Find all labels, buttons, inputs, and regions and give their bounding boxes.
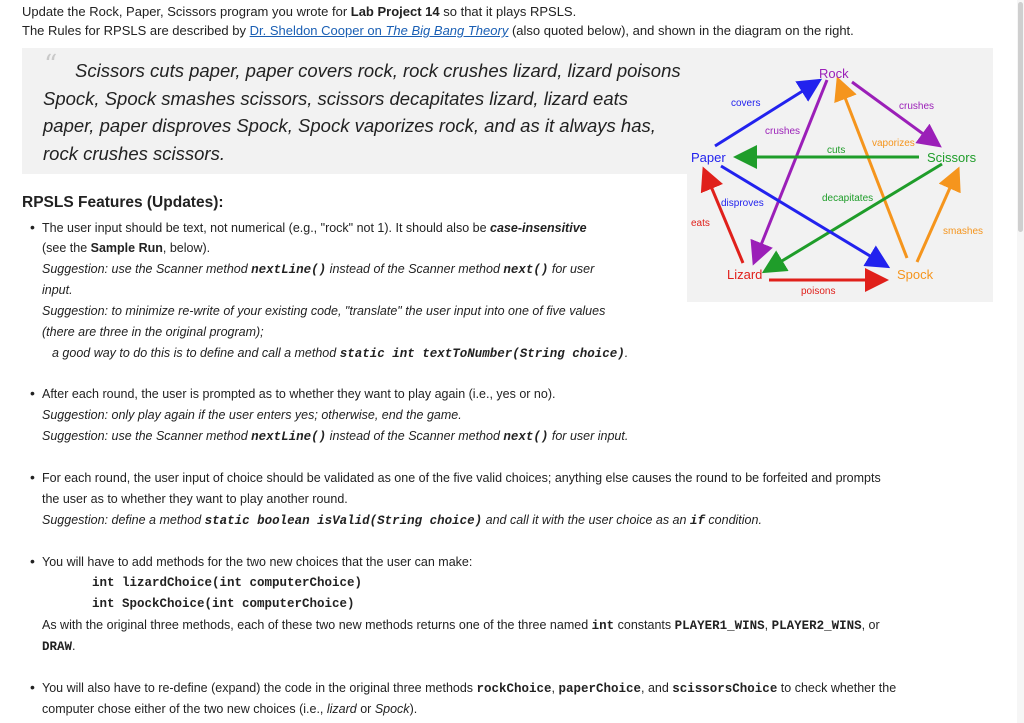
bullet-4-dot: •: [30, 553, 35, 569]
label-crushes-top: crushes: [899, 101, 935, 112]
scrollbar-thumb[interactable]: [1018, 2, 1023, 232]
edge-spock-smashes-scissors: [917, 172, 957, 262]
bullet-4-code-2: int SpockChoice(int computerChoice): [92, 597, 355, 611]
label-covers: covers: [731, 98, 761, 109]
node-lizard: Lizard: [727, 267, 763, 282]
label-poisons: poisons: [801, 286, 836, 297]
label-crushes-mid: crushes: [765, 126, 801, 137]
bullet-3-line-3: Suggestion: define a method static boolean isValid(String choice) and call it with the user choice as an if condition.: [42, 513, 762, 528]
edge-rock-crushes-scissors: [852, 82, 937, 144]
bullet-1-line-4: input.: [42, 283, 73, 297]
bullet-5-dot: •: [30, 679, 35, 695]
bullet-1-line-1: The user input should be text, not numerical (e.g., "rock" not 1). It should also be case-insensitive: [42, 221, 587, 235]
edge-rock-crushes-lizard: [755, 80, 827, 260]
label-eats: eats: [691, 218, 710, 229]
bullet-5-line-2: computer chose either of the two new choices (i.e., lizard or Spock).: [42, 702, 418, 716]
node-rock: Rock: [819, 66, 849, 81]
label-vaporizes: vaporizes: [872, 138, 915, 149]
bullet-1-line-7: a good way to do this is to define and call a method static int textToNumber(String choice).: [52, 346, 629, 361]
bullet-2-line-1: After each round, the user is prompted as to whether they want to play again (i.e., yes or no).: [42, 387, 556, 401]
bullet-3-line-1: For each round, the user input of choice should be validated as one of the five valid choices; anything else causes the round to be forfeited and prompts: [42, 471, 881, 485]
bullet-4-line-4: As with the original three methods, each of these two new methods returns one of the three named int constants PLAYER1_WINS, PLAYER2_WINS, or: [42, 618, 880, 633]
node-scissors: Scissors: [927, 150, 977, 165]
rules-blockquote: [22, 48, 687, 174]
bullet-4-line-5: DRAW.: [42, 639, 76, 654]
edge-scissors-decapitates-lizard: [767, 164, 942, 270]
bullet-1-line-3: Suggestion: use the Scanner method nextLine() instead of the Scanner method next() for user: [42, 262, 595, 277]
bullet-1-line-2: (see the Sample Run, below).: [42, 241, 211, 255]
rpsls-diagram-svg: [687, 48, 993, 302]
node-paper: Paper: [691, 150, 726, 165]
bullet-1-dot: •: [30, 219, 35, 235]
rules-quote-text: Scissors cuts paper, paper covers rock, rock crushes lizard, lizard poisons Spock, Spock smashes scissors, scissors decapitates lizard, lizard eats paper, paper disproves Spock, Spock vaporizes rock, and as it always has, rock crushes scissors.: [43, 60, 681, 164]
bullet-2-dot: •: [30, 385, 35, 401]
bullet-4-code-1: int lizardChoice(int computerChoice): [92, 576, 363, 590]
features-heading: RPSLS Features (Updates):: [22, 194, 224, 211]
bullet-2-line-3: Suggestion: use the Scanner method nextLine() instead of the Scanner method next() for user input.: [42, 429, 629, 444]
bullet-1-line-6: (there are three in the original program);: [42, 325, 264, 339]
rpsls-diagram: [687, 48, 993, 302]
intro-line-2: The Rules for RPSLS are described by Dr. Sheldon Cooper on The Big Bang Theory (also quoted below), and shown in the diagram on the right.: [22, 23, 854, 38]
quote-mark-icon: “: [44, 50, 58, 80]
bullet-1-line-5: Suggestion: to minimize re-write of your existing code, "translate" the user input into one of five values: [42, 304, 606, 318]
bullet-3-line-2: the user as to whether they want to play another round.: [42, 492, 348, 506]
bullet-3-dot: •: [30, 469, 35, 485]
edge-lizard-eats-paper: [705, 172, 743, 263]
intro-line-1: Update the Rock, Paper, Scissors program you wrote for Lab Project 14 so that it plays RPSLS.: [22, 4, 577, 19]
label-cuts: cuts: [827, 145, 846, 156]
label-decapitates: decapitates: [822, 193, 874, 204]
intro-text: [22, 2, 854, 40]
label-disproves: disproves: [721, 198, 764, 209]
bullet-5-line-1: You will also have to re-define (expand) the code in the original three methods rockChoice, paperChoice, and scissorsChoice to check whether the: [42, 681, 897, 696]
node-spock: Spock: [897, 267, 934, 282]
bullet-2-line-2: Suggestion: only play again if the user enters yes; otherwise, end the game.: [42, 408, 462, 422]
lab-project-label: Lab Project 14: [350, 4, 440, 19]
edge-paper-disproves-spock: [721, 166, 885, 265]
scrollbar-track[interactable]: [1017, 0, 1024, 723]
bullet-4-line-1: You will have to add methods for the two new choices that the user can make:: [42, 555, 473, 569]
edge-spock-vaporizes-rock: [839, 82, 907, 258]
label-smashes: smashes: [943, 226, 984, 237]
sheldon-cooper-link[interactable]: Dr. Sheldon Cooper on The Big Bang Theory: [249, 23, 509, 38]
